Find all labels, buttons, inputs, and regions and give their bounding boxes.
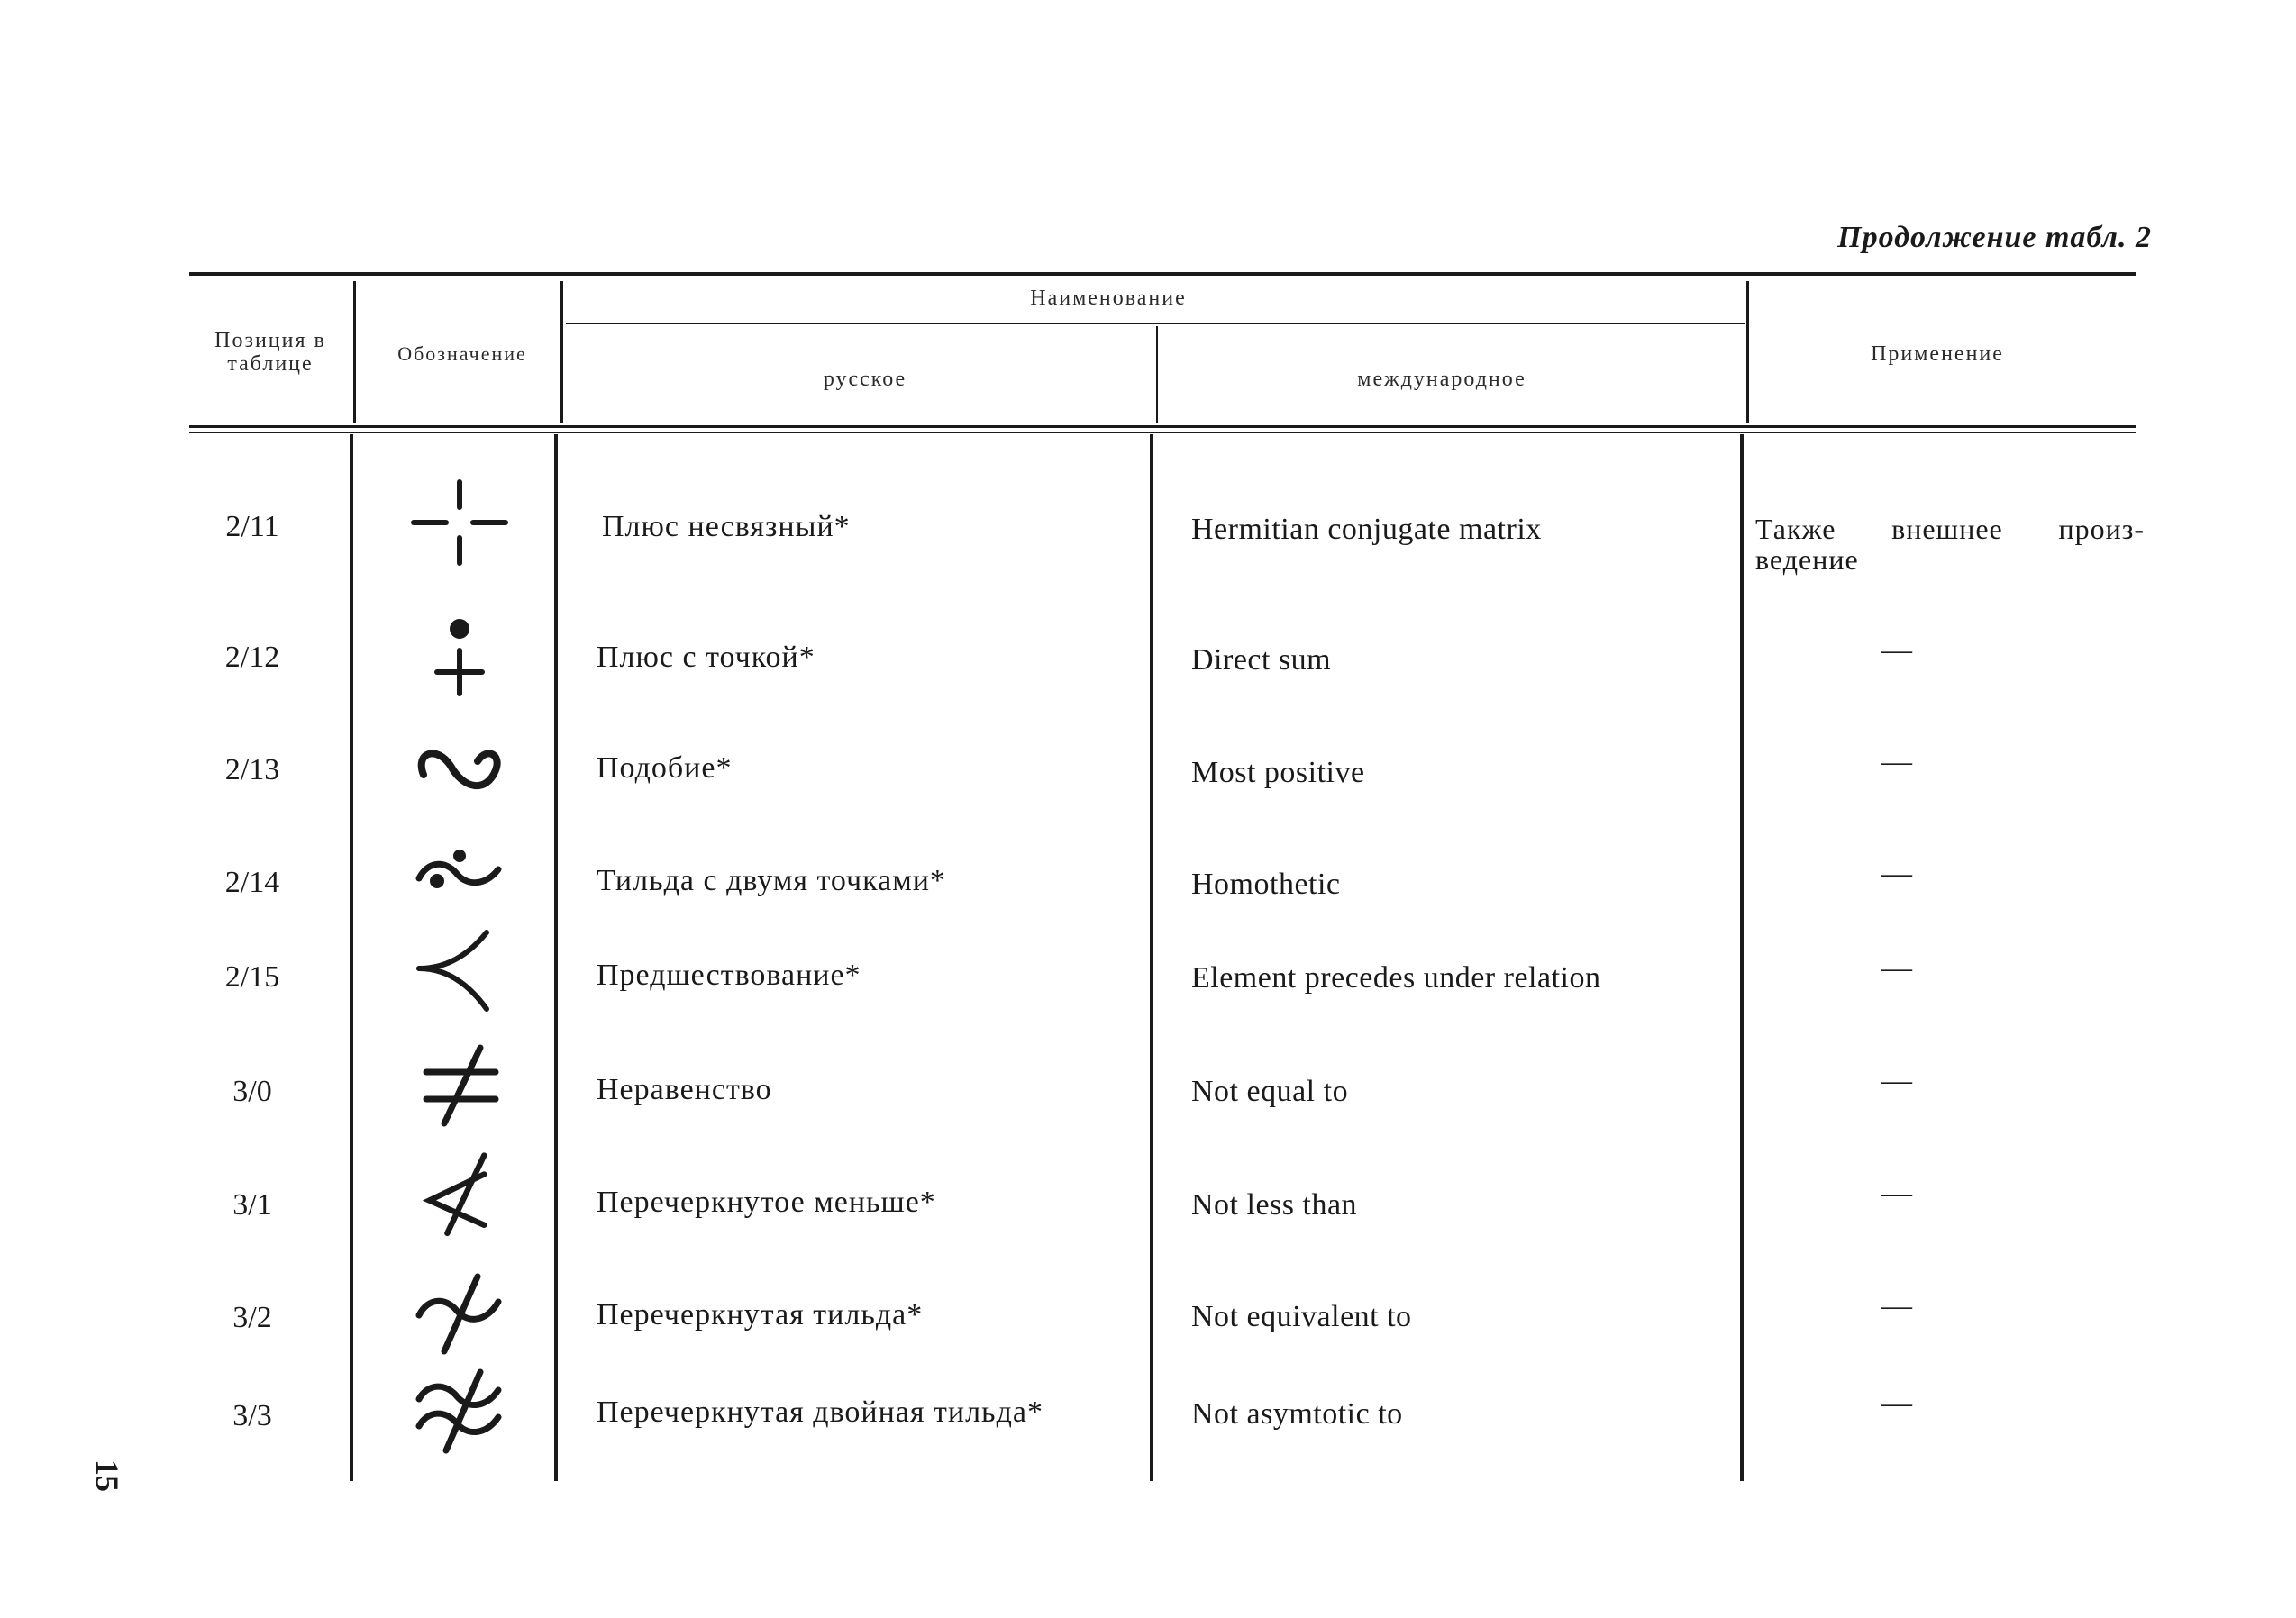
row-russian-name: Перечеркнутая двойная тильда* [597, 1395, 1043, 1429]
row-russian-name: Плюс несвязный* [602, 510, 851, 543]
header-international: международное [1357, 368, 1526, 391]
row-position: 2/11 [225, 510, 279, 543]
name-group-rule [566, 323, 1745, 324]
row-position: 3/1 [232, 1188, 272, 1222]
row-application: — [1881, 857, 1912, 890]
row-russian-name: Предшествование* [597, 959, 861, 992]
row-international-name: Hermitian conjugate matrix [1191, 513, 1542, 546]
row-russian-name: Тильда с двумя точками* [597, 864, 946, 897]
row-international-name: Not equivalent to [1191, 1300, 1412, 1333]
body-col-divider-4 [1740, 434, 1744, 1481]
row-russian-name: Перечеркнутое меньше* [597, 1186, 936, 1219]
row-application: — [1881, 745, 1912, 778]
row-application: — [1881, 1386, 1912, 1420]
col-divider-4 [1746, 281, 1749, 423]
row-position: 3/3 [232, 1399, 272, 1432]
tilde-two-dots-icon [401, 829, 518, 919]
body-col-divider-3 [1150, 434, 1153, 1481]
header-name: Наименование [1030, 286, 1187, 310]
header-bottom-rule-1 [189, 425, 2136, 428]
row-application: — [1881, 951, 1912, 985]
not-less-icon [401, 1151, 518, 1250]
row-russian-name: Неравенство [597, 1073, 772, 1106]
row-application: — [1881, 1289, 1912, 1323]
row-application: — [1881, 633, 1912, 667]
header-designation: Обозначение [397, 342, 527, 365]
row-application: — [1881, 1177, 1912, 1210]
row-international-name: Most positive [1191, 756, 1365, 789]
body-col-divider-1 [350, 434, 353, 1481]
row-application: — [1881, 1064, 1912, 1097]
row-position: 2/15 [224, 960, 280, 994]
row-russian-name: Плюс с точкой* [597, 641, 815, 674]
header-bottom-rule-2 [189, 432, 2136, 433]
body-col-divider-2 [554, 434, 558, 1481]
row-russian-name: Перечеркнутая тильда* [597, 1298, 924, 1332]
row-position: 2/13 [224, 753, 280, 786]
row-position: 2/12 [224, 641, 280, 674]
dot-plus-icon [401, 613, 518, 703]
row-position: 2/14 [224, 866, 280, 899]
row-position: 3/2 [232, 1301, 272, 1334]
row-russian-name: Подобие* [597, 751, 733, 785]
row-application: Также внешнее произ-ведение [1755, 513, 2145, 576]
row-international-name: Not less than [1191, 1188, 1358, 1222]
table-top-rule [189, 272, 2136, 276]
row-international-name: Homothetic [1191, 868, 1341, 901]
disconnected-plus-icon [401, 477, 518, 568]
similarity-icon [401, 725, 518, 815]
not-double-tilde-icon [401, 1365, 518, 1455]
header-application: Применение [1871, 342, 2004, 366]
row-international-name: Element precedes under relation [1191, 961, 1601, 995]
page-number: 15 [89, 1459, 125, 1492]
row-position: 3/0 [232, 1075, 272, 1108]
table-continuation-caption: Продолжение табл. 2 [1837, 221, 2152, 254]
precedes-icon [401, 928, 518, 1018]
row-international-name: Not equal to [1191, 1075, 1349, 1108]
header-position: Позиция в таблице [214, 329, 326, 376]
col-divider-3 [1156, 326, 1158, 423]
row-international-name: Direct sum [1191, 643, 1332, 677]
not-tilde-icon [401, 1266, 518, 1356]
col-divider-2 [560, 281, 563, 423]
header-russian: русское [823, 368, 907, 391]
col-divider-1 [353, 281, 356, 423]
not-equal-icon [401, 1041, 518, 1131]
row-international-name: Not asymtotic to [1191, 1397, 1403, 1431]
